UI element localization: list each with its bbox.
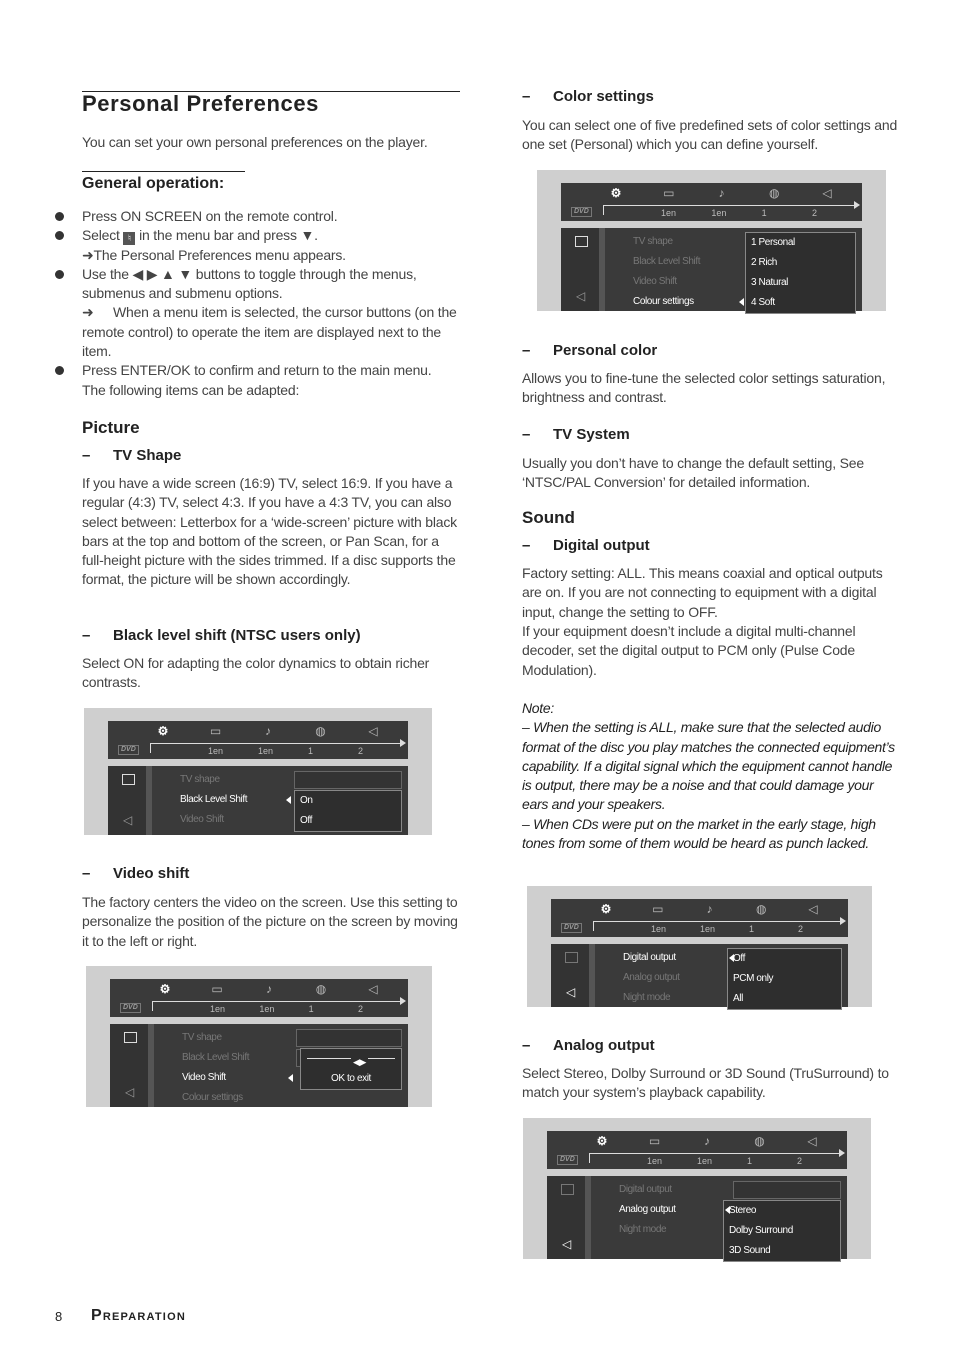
dvd-logo: DVD	[561, 923, 582, 933]
selection-pointer-icon	[725, 1206, 730, 1214]
dvd-logo: DVD	[571, 207, 592, 217]
osd-option[interactable]: 2 Rich	[751, 257, 777, 268]
volume-icon[interactable]: ◁	[808, 902, 818, 916]
osd-menu-body	[551, 944, 848, 1007]
language-icon[interactable]: ◍	[315, 982, 327, 996]
tvsystem-text: Usually you don’t have to change the default setting, See ‘NTSC/PAL Conversion’ for detailed information.	[522, 455, 864, 491]
subtitle-icon[interactable]: ▭	[648, 1134, 661, 1148]
preferences-icon: ♮	[123, 232, 135, 245]
osd-options-list	[745, 232, 856, 314]
bullet-icon	[55, 212, 64, 221]
tvsystem-heading: – TV System	[522, 426, 630, 443]
dvd-logo: DVD	[118, 745, 139, 755]
osd-options-list	[727, 948, 842, 1010]
osd-item[interactable]: Night mode	[619, 1224, 667, 1235]
volume-icon[interactable]: ◁	[822, 186, 832, 200]
osd-bar-value: 1en	[651, 924, 667, 934]
osd-bar-value: 2	[798, 924, 804, 934]
selection-pointer-icon	[739, 298, 744, 306]
blacklevel-text: Select ON for adapting the color dynamics to obtain richer contrasts.	[82, 655, 430, 691]
bullet-icon	[55, 231, 64, 240]
picture-heading: Picture	[82, 418, 140, 437]
osd-side-panel	[110, 1024, 154, 1107]
language-icon[interactable]: ◍	[756, 902, 767, 916]
subtitle-icon[interactable]: ▭	[652, 902, 664, 916]
osd-bar-value: 1en	[661, 208, 677, 218]
osd-option[interactable]: On	[300, 795, 313, 806]
list-item: Use the ◀ ▶ ▲ ▼ buttons to toggle through the menus, submenus and submenu options. ➜ When a menu item is selected, the cursor buttons (on the remote control) to operate the item are displayed next to the item.	[82, 265, 460, 361]
osd-divider-line	[603, 205, 856, 206]
osd-option[interactable]: 3 Natural	[751, 277, 788, 288]
osd-value-box	[733, 1181, 841, 1199]
osd-side-panel	[561, 228, 605, 311]
osd-divider-line	[589, 1153, 841, 1154]
preferences-icon[interactable]: ⚙	[610, 186, 622, 200]
general-heading: General operation:	[82, 171, 245, 195]
sound-heading: Sound	[522, 508, 575, 527]
osd-black-level-menu	[84, 708, 432, 835]
osd-item[interactable]: Black Level Shift	[633, 256, 701, 267]
audio-icon[interactable]: ♪	[704, 1134, 710, 1148]
osd-item[interactable]: Black Level Shift	[182, 1052, 250, 1063]
osd-item[interactable]: TV shape	[182, 1032, 222, 1043]
digital-text-1: Factory setting: ALL. This means coaxial and optical outputs are on. If you are not connecting to equipment with a digital input, change the setting to OFF.	[522, 565, 883, 620]
osd-divider-tick	[589, 1153, 590, 1163]
list-item: Select ♮ in the menu bar and press ▼. ➜The Personal Preferences menu appears.	[82, 226, 460, 265]
intro-text: You can set your own personal preferences on the player.	[82, 134, 428, 150]
osd-item-list	[182, 1028, 249, 1108]
osd-bar-value: 1	[747, 1156, 753, 1166]
osd-divider-line	[593, 921, 842, 922]
page-title: Personal Preferences	[82, 91, 460, 119]
dvd-logo: DVD	[120, 1003, 141, 1013]
bullet-icon	[55, 366, 64, 375]
color-text: You can select one of five predefined sets of color settings and one set (Personal) which you can define yourself.	[522, 117, 898, 153]
preferences-icon[interactable]: ⚙	[600, 902, 612, 916]
digital-text-2: If your equipment doesn’t include a digital multi-channel decoder, set the digital output to PCM only (Pulse Code Modulation).	[522, 623, 856, 678]
picture-icon[interactable]	[575, 236, 588, 247]
audio-icon[interactable]: ♪	[265, 724, 271, 738]
osd-item-list	[633, 232, 700, 312]
speaker-icon[interactable]: ◁	[562, 1237, 572, 1251]
general-list	[82, 207, 460, 400]
audio-icon[interactable]: ♪	[718, 186, 725, 200]
osd-bar-value: 2	[797, 1156, 803, 1166]
picture-icon[interactable]	[124, 1032, 137, 1043]
osd-menu-body	[547, 1176, 847, 1259]
osd-divider-tick	[593, 921, 594, 931]
audio-icon[interactable]: ♪	[266, 982, 272, 996]
osd-bar-value: 2	[358, 746, 364, 756]
note-1: – When the setting is ALL, make sure that the selected audio format of the disc you play matches the connected equipment’s capability. If a digital signal which the equipment cannot handle is output, there may be a noise and that could damage your ears and your speakers.	[522, 719, 895, 813]
osd-item[interactable]: Digital output	[623, 952, 676, 963]
osd-item[interactable]: Video Shift	[182, 1072, 226, 1083]
osd-divider-tick	[150, 743, 151, 753]
tvshape-heading: – TV Shape	[82, 447, 182, 464]
osd-bar-value: 2	[812, 208, 818, 218]
osd-option[interactable]: 4 Soft	[751, 297, 775, 308]
osd-option[interactable]: Off	[733, 953, 745, 964]
color-heading: – Color settings	[522, 88, 654, 105]
tvshape-text: If you have a wide screen (16:9) TV, select 16:9. If you have a regular (4:3) TV, select 4:3. If you have a 4:3 TV, you can also select between: Letterbox for a ‘wide-screen’ picture with black bars at the top and bottom of the screen, or Pan Scan, for a full-height picture with the sides trimmed. If a disc supports the format, the picture will be shown accordingly.	[82, 475, 457, 588]
osd-side-panel	[108, 766, 152, 835]
osd-side-panel	[551, 944, 595, 1007]
dvd-logo: DVD	[557, 1155, 578, 1165]
page-number: 8	[55, 1309, 63, 1324]
osd-menu-body	[108, 766, 408, 835]
osd-side-panel	[547, 1176, 591, 1259]
audio-icon[interactable]: ♪	[706, 902, 713, 916]
list-item: Press ENTER/OK to confirm and return to the main menu. The following items can be adapted:	[82, 361, 460, 400]
osd-arrow-right-icon	[854, 201, 860, 209]
osd-options-list	[294, 790, 402, 832]
osd-value-box	[294, 771, 402, 789]
picture-icon[interactable]	[122, 774, 135, 785]
selection-pointer-icon	[288, 1074, 293, 1082]
osd-item-list	[619, 1180, 676, 1240]
osd-menu-bar	[551, 899, 848, 937]
analog-text: Select Stereo, Dolby Surround or 3D Sound (TruSurround) to match your system’s playback capability.	[522, 1065, 889, 1101]
osd-arrow-right-icon	[400, 739, 406, 747]
speaker-icon[interactable]: ◁	[566, 985, 576, 999]
osd-option[interactable]: Stereo	[729, 1205, 757, 1216]
osd-item[interactable]: Analog output	[619, 1204, 676, 1215]
osd-divider-line	[150, 743, 402, 744]
personal-heading: – Personal color	[522, 342, 658, 359]
osd-menu-bar	[547, 1131, 847, 1169]
osd-bar-value: 1	[749, 924, 755, 934]
digital-heading: – Digital output	[522, 537, 650, 554]
language-icon[interactable]: ◍	[754, 1134, 765, 1148]
volume-icon[interactable]: ◁	[807, 1134, 817, 1148]
picture-icon[interactable]	[561, 1184, 574, 1195]
osd-item[interactable]: Video Shift	[180, 814, 224, 825]
bullet-icon	[55, 270, 64, 279]
note-label: Note:	[522, 700, 554, 716]
subtitle-icon[interactable]: ▭	[663, 186, 675, 200]
osd-item[interactable]: Colour settings	[633, 296, 694, 307]
osd-menu-bar	[561, 183, 862, 221]
osd-option[interactable]: Dolby Surround	[729, 1225, 793, 1236]
subtitle-icon[interactable]: ▭	[211, 982, 223, 996]
osd-bar-value: 1	[761, 208, 767, 218]
osd-item-list	[623, 948, 680, 1008]
analog-heading: – Analog output	[522, 1037, 655, 1054]
osd-item[interactable]: Digital output	[619, 1184, 672, 1195]
osd-bar-value: 1en	[258, 746, 274, 756]
osd-shift-slider[interactable]	[301, 1049, 401, 1069]
osd-bar-value: 1en	[700, 924, 716, 934]
arrow-icon: ➜	[82, 304, 94, 321]
osd-value-box	[296, 1029, 402, 1047]
volume-icon[interactable]: ◁	[368, 724, 378, 738]
osd-bar-value: 1en	[208, 746, 224, 756]
osd-options-list	[723, 1200, 841, 1262]
osd-item[interactable]: Video Shift	[633, 276, 677, 287]
osd-bar-value: 1en	[697, 1156, 713, 1166]
osd-bar-value: 1en	[647, 1156, 663, 1166]
osd-item[interactable]: Analog output	[623, 972, 680, 983]
osd-option[interactable]: OK to exit	[331, 1073, 371, 1084]
osd-video-shift-menu	[86, 966, 432, 1107]
osd-digital-output-menu	[527, 886, 872, 1007]
videoshift-heading: – Video shift	[82, 865, 190, 882]
osd-menu-body	[561, 228, 862, 311]
note-block	[522, 699, 902, 853]
preferences-icon[interactable]: ⚙	[596, 1134, 608, 1148]
osd-arrow-right-icon	[400, 997, 406, 1005]
preferences-icon[interactable]: ⚙	[159, 982, 171, 996]
osd-item[interactable]: Night mode	[623, 992, 671, 1003]
osd-option[interactable]: Off	[300, 815, 312, 826]
osd-menu-body	[110, 1024, 408, 1107]
selection-pointer-icon	[729, 954, 734, 962]
osd-arrow-right-icon	[839, 1149, 845, 1157]
osd-item-list	[180, 770, 247, 830]
language-icon[interactable]: ◍	[315, 724, 326, 738]
speaker-icon[interactable]: ◁	[123, 813, 133, 827]
speaker-icon[interactable]: ◁	[125, 1085, 135, 1099]
osd-bar-value: 1	[308, 1004, 314, 1014]
language-icon[interactable]: ◍	[769, 186, 780, 200]
osd-option[interactable]: 3D Sound	[729, 1245, 771, 1256]
osd-item[interactable]: TV shape	[180, 774, 220, 785]
osd-option[interactable]: PCM only	[733, 973, 774, 984]
osd-item[interactable]: Colour settings	[182, 1092, 243, 1103]
osd-menu-bar	[108, 721, 408, 759]
osd-color-settings-menu	[537, 170, 886, 311]
left-right-arrows-icon: ◀▶	[351, 1052, 368, 1072]
preferences-icon[interactable]: ⚙	[157, 724, 169, 738]
osd-bar-value: 1en	[259, 1004, 275, 1014]
osd-bar-value: 1	[308, 746, 314, 756]
osd-menu-bar	[110, 979, 408, 1017]
personal-text: Allows you to fine-tune the selected color settings saturation, brightness and contrast.	[522, 370, 886, 406]
blacklevel-heading: – Black level shift (NTSC users only)	[82, 627, 361, 644]
osd-item[interactable]: TV shape	[633, 236, 673, 247]
osd-arrow-right-icon	[840, 917, 846, 925]
list-item: Press ON SCREEN on the remote control.	[82, 207, 460, 226]
videoshift-text: The factory centers the video on the screen. Use this setting to personalize the position of the picture on the screen by moving it to the left or right.	[82, 894, 458, 949]
note-2: – When CDs were put on the market in the early stage, high tones from some of them would be heard as punch lacked.	[522, 815, 876, 852]
osd-bar-value: 2	[358, 1004, 364, 1014]
osd-analog-output-menu	[523, 1118, 871, 1259]
osd-bar-value: 1en	[711, 208, 727, 218]
section-title: Preparation	[91, 1307, 186, 1324]
subtitle-icon[interactable]: ▭	[209, 724, 222, 738]
speaker-icon[interactable]: ◁	[576, 289, 586, 303]
osd-divider-tick	[152, 1001, 153, 1011]
osd-option[interactable]: 1 Personal	[751, 237, 795, 248]
picture-icon[interactable]	[565, 952, 578, 963]
osd-option[interactable]: All	[733, 993, 743, 1004]
selection-pointer-icon	[286, 796, 291, 804]
volume-icon[interactable]: ◁	[368, 982, 378, 996]
osd-divider-line	[152, 1001, 402, 1002]
osd-options-list	[300, 1048, 402, 1090]
osd-bar-value: 1en	[210, 1004, 226, 1014]
osd-divider-tick	[603, 205, 604, 215]
osd-item[interactable]: Black Level Shift	[180, 794, 248, 805]
arrow-icon: ➜	[82, 246, 94, 263]
